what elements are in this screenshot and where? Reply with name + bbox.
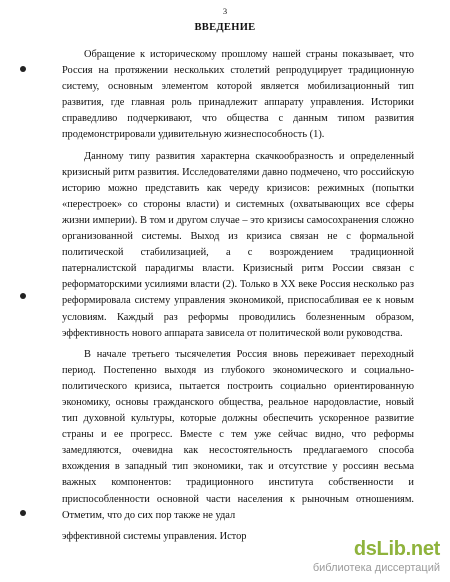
paragraph: Данному типу развития характерна скачкообразность и определенный кризисный ритм развития. Исследователями давно подмечено, что российскую историю можно представить как череду кризисов: режимных (попытки «перестроек» со стороны власти) и системных (охватывающих все сферы жизни империи). В том и другом случае – это кризисы самосохранения сложно организованной системы. Выход из кризиса связан не с формальной политической стабилизацией, а с возрождением традиционной патерналистской парадигмы власти. Кризисный ритм России связан с реформаторскими усилиями власти (2). Только в XX веке Россия несколько раз реформировала систему управления экономикой, приспосабливая ее к новым условиям. Каждый раз реформы проводились болезненным образом, эффективность нового аппарата зависела от политической воли руководства. bbox=[62, 150, 414, 339]
section-heading: ВВЕДЕНИЕ bbox=[194, 22, 256, 33]
watermark-brand: dsLib.net bbox=[353, 538, 440, 560]
binder-hole-mark bbox=[20, 293, 26, 299]
binder-hole-mark bbox=[20, 510, 26, 516]
binder-hole-mark bbox=[20, 66, 26, 72]
paragraph: Обращение к историческому прошлому нашей страны показывает, что Россия на протяжении нескольких столетий репродуцирует традиционную систему, основным элементом которой является мобилизационный тип развития, где главная роль принадлежит аппарату управления. Историки справедливо подчеркивают, что общества с данным типом развития продемонстрировали удивительную жизнеспособность (1). bbox=[62, 49, 414, 141]
paragraph: В начале третьего тысячелетия Россия вновь переживает переходный период. Постепенно выходя из глубокого экономического и социально-политического кризиса, пытается построить социально ориентированную экономику, основы гражданского общества, реальное народовластие, новый тип духовной культуры, которые должны обеспечить ускоренное развитие страны и ее прогресс. Вместе с тем уже сейчас видно, что реформы замедляются, очевидна как несостоятельность предлагаемого способа вхождения в западный тип экономики, так и отсутствие у россиян весьма важных компонентов: традиционного института собственности и приспособленности основной части населения к рыночным отношениям. Отметим, что до сих пор также не удал bbox=[62, 348, 414, 521]
page-number: 3 bbox=[222, 6, 228, 16]
paragraph: эффективной системы управления. Истор bbox=[62, 530, 247, 542]
watermark-tagline: библиотека диссертаций bbox=[312, 562, 440, 574]
body-text bbox=[62, 47, 414, 545]
watermark bbox=[248, 538, 448, 578]
